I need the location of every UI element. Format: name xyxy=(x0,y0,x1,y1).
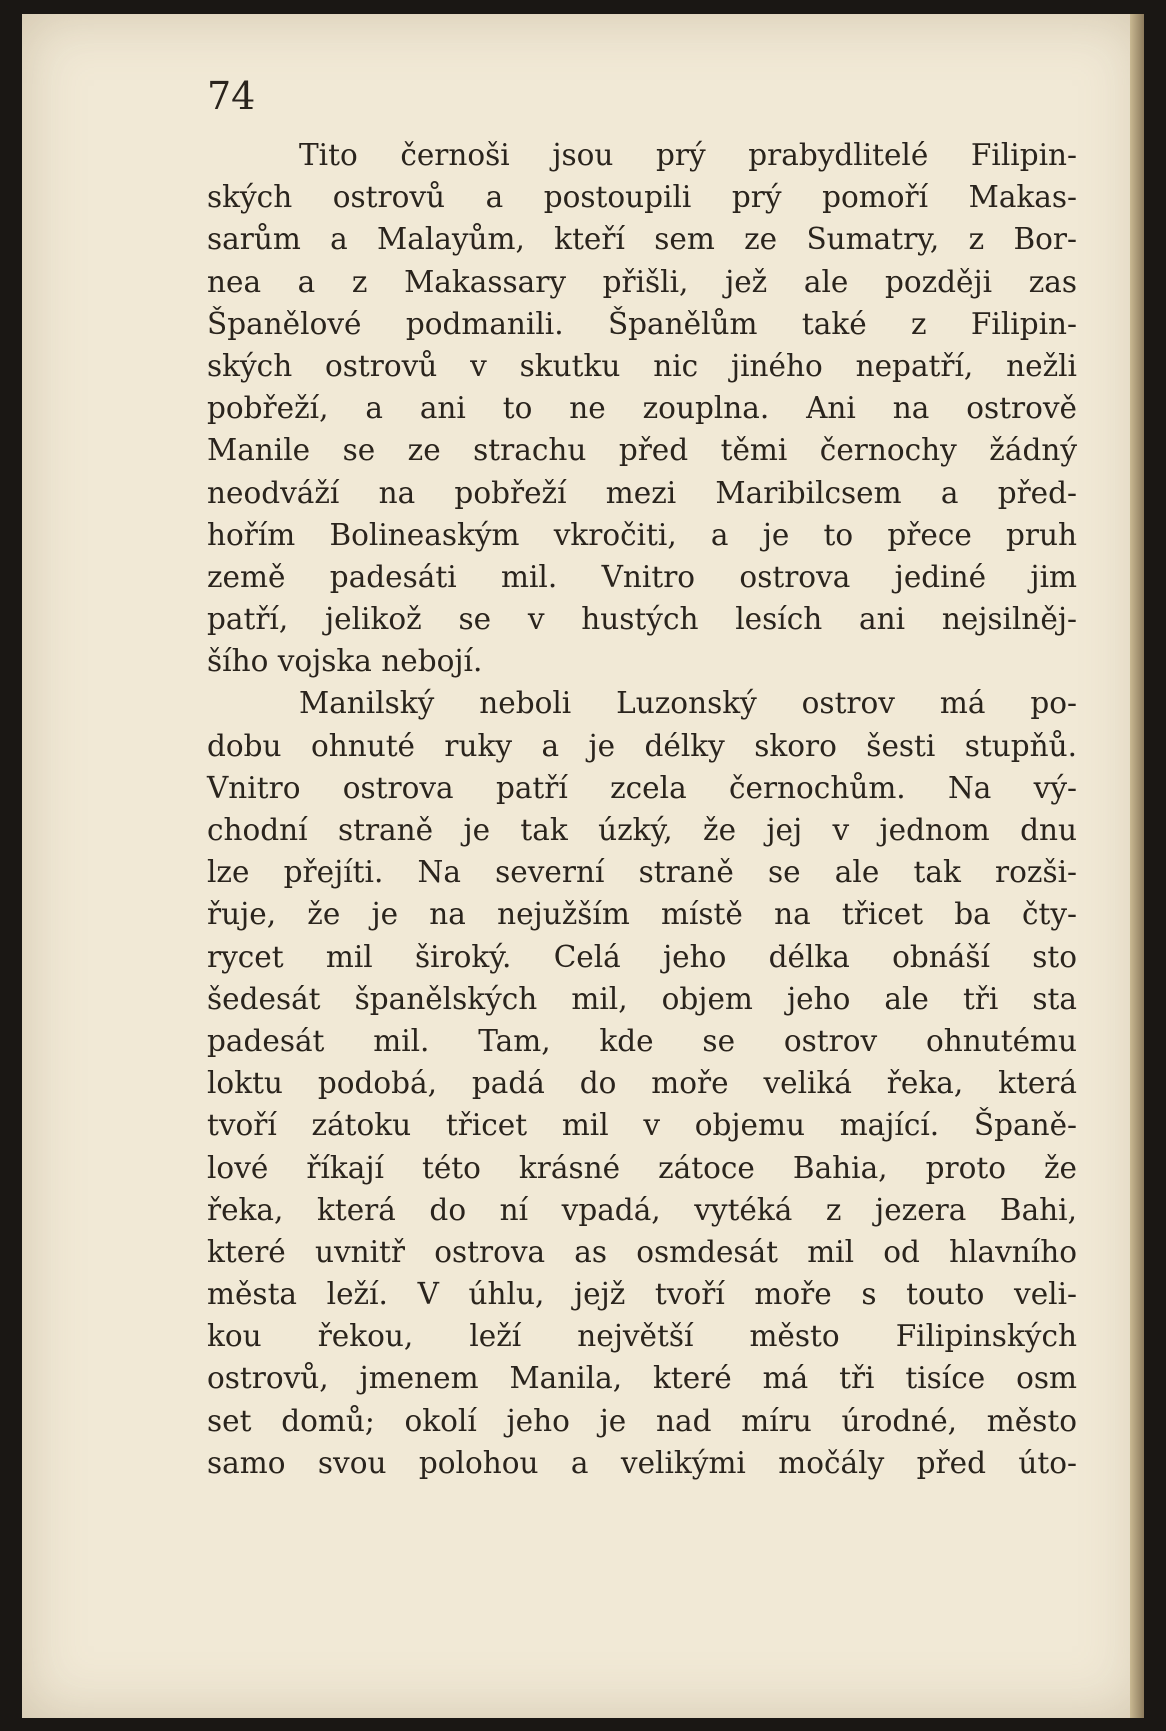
text-line: šího vojska nebojí. xyxy=(207,644,483,679)
text-line: sarům a Malayům, kteří sem ze Sumatry, z Bor- xyxy=(207,222,1077,257)
text-line: ských ostrovů v skutku nic jiného nepatří, nežli xyxy=(207,348,1077,383)
text-line: ských ostrovů a postoupili prý pomoří Makas- xyxy=(207,180,1077,215)
book-page xyxy=(22,14,1144,1718)
text-line: lové říkají této krásné zátoce Bahia, proto že xyxy=(207,1150,1077,1185)
text-line: nea a z Makassary přišli, jež ale později zas xyxy=(207,264,1077,299)
text-line: řuje, že je na nejužším místě na třicet ba čty- xyxy=(207,897,1077,932)
text-line: hořím Bolineaským vkročiti, a je to přece pruh xyxy=(207,517,1077,552)
text-line: Vnitro ostrova patří zcela černochům. Na vý- xyxy=(207,770,1077,805)
text-line: Španělové podmanili. Španělům také z Filipin- xyxy=(207,306,1077,341)
text-line: padesát mil. Tam, kde se ostrov ohnutému xyxy=(207,1023,1077,1058)
text-line: neodváží na pobřeží mezi Maribilcsem a před- xyxy=(207,475,1077,510)
text-line: samo svou polohou a velikými močály před úto- xyxy=(207,1445,1077,1480)
text-line: země padesáti mil. Vnitro ostrova jediné jim xyxy=(207,559,1077,594)
text-line: patří, jelikož se v hustých lesích ani nejsilněj- xyxy=(207,602,1077,637)
text-line: lze přejíti. Na severní straně se ale tak rozši- xyxy=(207,855,1077,890)
text-line: loktu podobá, padá do moře veliká řeka, která xyxy=(207,1066,1077,1101)
text-line: rycet mil široký. Celá jeho délka obnáší sto xyxy=(207,939,1077,974)
text-line: Manilský neboli Luzonský ostrov má po- xyxy=(299,686,1077,721)
text-line: kou řekou, leží největší město Filipinských xyxy=(207,1319,1077,1354)
text-line: Tito černoši jsou prý prabydlitelé Filipin- xyxy=(299,138,1077,172)
text-line: ostrovů, jmenem Manila, které má tři tisíce osm xyxy=(207,1361,1077,1396)
text-line: dobu ohnuté ruky a je délky skoro šesti stupňů. xyxy=(207,728,1077,763)
text-line: pobřeží, a ani to ne zouplna. Ani na ostrově xyxy=(207,391,1077,426)
text-line: šedesát španělských mil, objem jeho ale tři sta xyxy=(207,981,1077,1016)
text-line: které uvnitř ostrova as osmdesát mil od hlavního xyxy=(207,1234,1077,1269)
text-line: řeka, která do ní vpadá, vytéká z jezera Bahi, xyxy=(207,1192,1077,1227)
page-number: 74 xyxy=(207,74,256,118)
page-text xyxy=(207,134,1077,1484)
page-gutter xyxy=(1130,14,1144,1718)
text-line: tvoří zátoku třicet mil v objemu mající. Španě- xyxy=(207,1108,1077,1143)
text-line: set domů; okolí jeho je nad míru úrodné, město xyxy=(207,1403,1077,1438)
text-line: Manile se ze strachu před těmi černochy žádný xyxy=(207,433,1077,468)
text-line: chodní straně je tak úzký, že jej v jednom dnu xyxy=(207,813,1077,847)
text-line: města leží. V úhlu, jejž tvoří moře s touto veli- xyxy=(207,1277,1077,1312)
